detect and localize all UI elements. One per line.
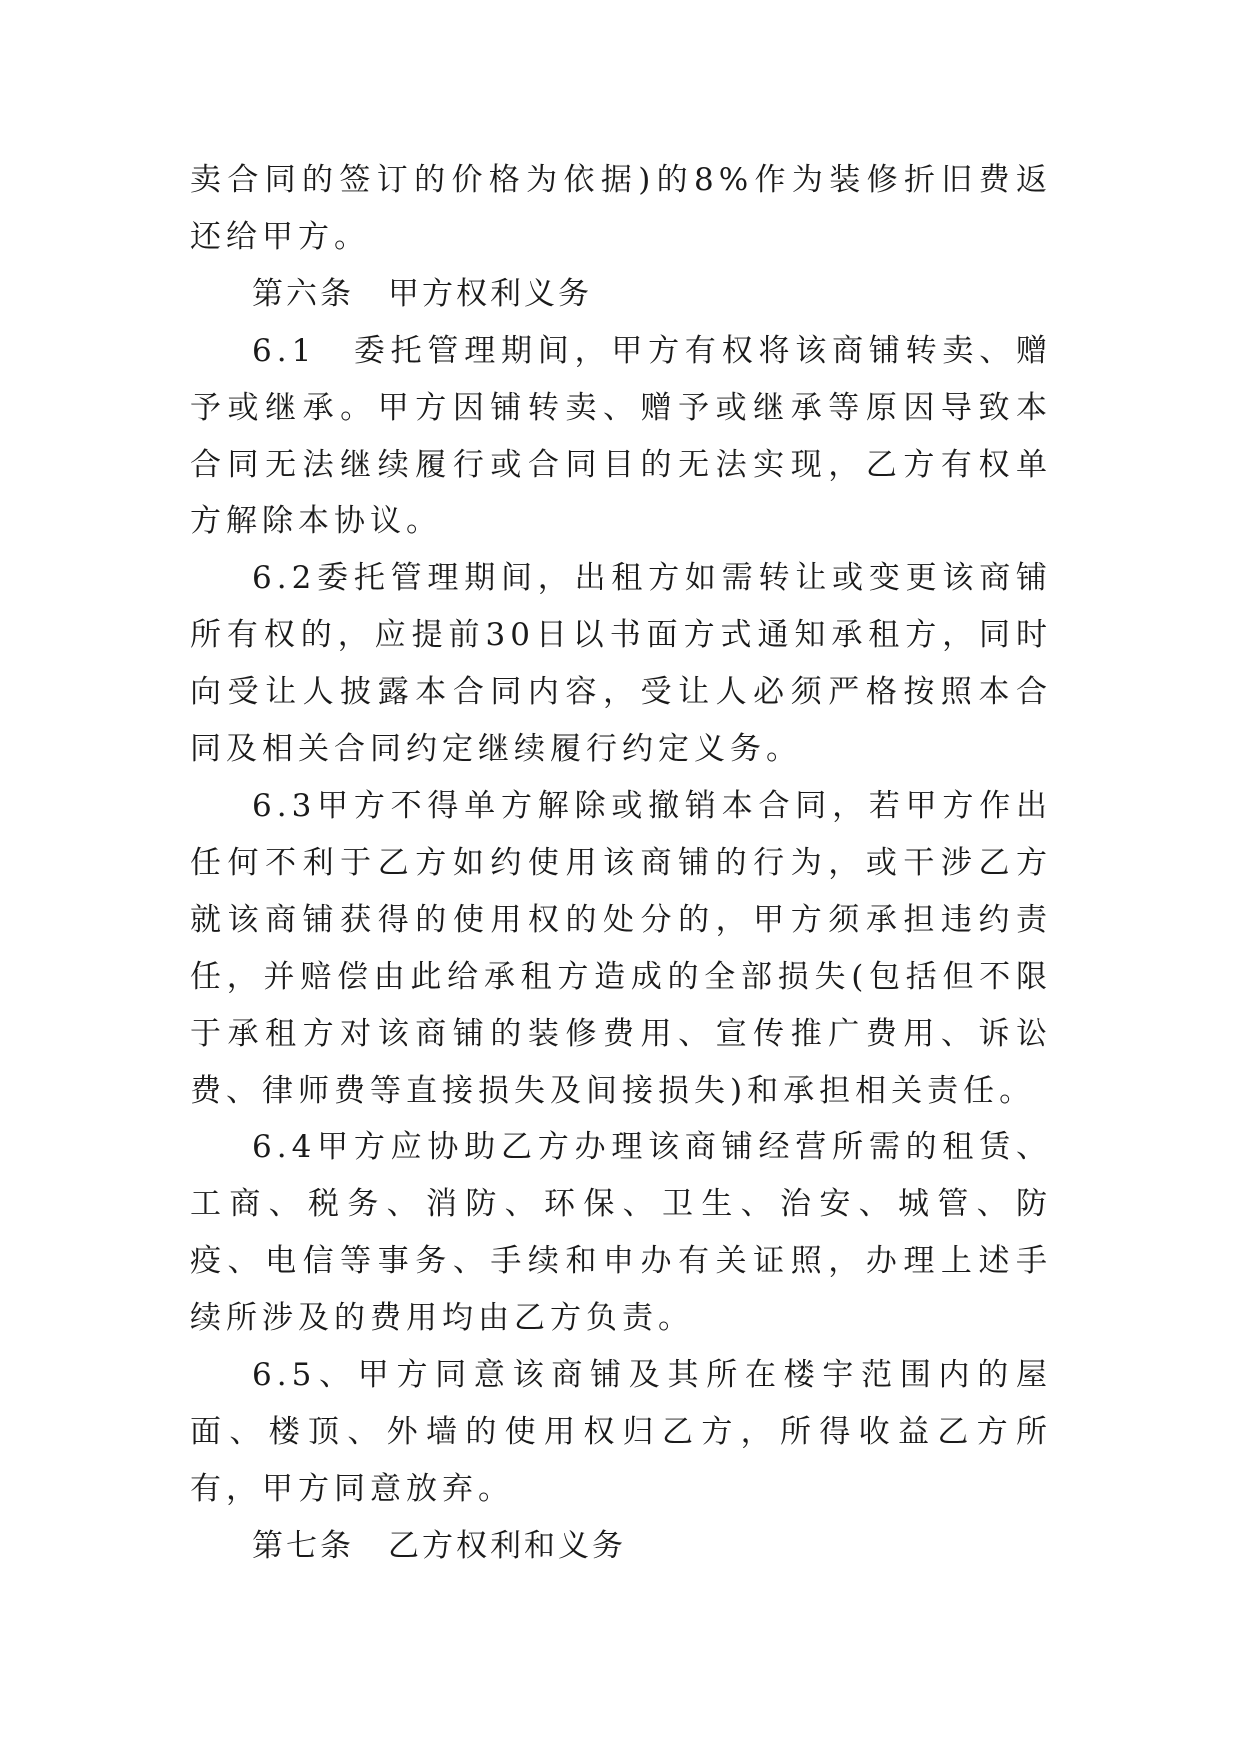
clause-6-3: 6.3甲方不得单方解除或撤销本合同，若甲方作出任何不利于乙方如约使用该商铺的行为，或干涉乙方就该商铺获得的使用权的处分的，甲方须承担违约责任，并赔偿由此给承租方造成的全部损失(包括但不限于承租方对该商铺的装修费用、宣传推广费用、诉讼费、律师费等直接损失及间接损失)和承担相关责任。 xyxy=(190,787,1052,1109)
clause-6-5: 6.5、甲方同意该商铺及其所在楼宇范围内的屋面、楼顶、外墙的使用权归乙方，所得收益乙方所有，甲方同意放弃。 xyxy=(190,1357,1052,1507)
paragraph-continuation: 卖合同的签订的价格为依据)的8%作为装修折旧费返还给甲方。 xyxy=(190,162,1052,255)
article-6-heading: 第六条 甲方权利义务 xyxy=(252,275,592,312)
clause-6-2: 6.2委托管理期间，出租方如需转让或变更该商铺所有权的，应提前30日以书面方式通知承租方，同时向受让人披露本合同内容，受让人必须严格按照本合同及相关合同约定继续履行约定义务。 xyxy=(190,560,1052,768)
article-7-heading: 第七条 乙方权利和义务 xyxy=(252,1527,626,1564)
clause-6-4: 6.4甲方应协助乙方办理该商铺经营所需的租赁、工商、税务、消防、环保、卫生、治安、城管、防疫、电信等事务、手续和申办有关证照，办理上述手续所涉及的费用均由乙方负责。 xyxy=(190,1129,1052,1337)
document-body xyxy=(190,152,1052,1575)
clause-6-1: 6.1 委托管理期间，甲方有权将该商铺转卖、赠予或继承。甲方因铺转卖、赠予或继承等原因导致本合同无法继续履行或合同目的无法实现，乙方有权单方解除本协议。 xyxy=(190,332,1052,540)
